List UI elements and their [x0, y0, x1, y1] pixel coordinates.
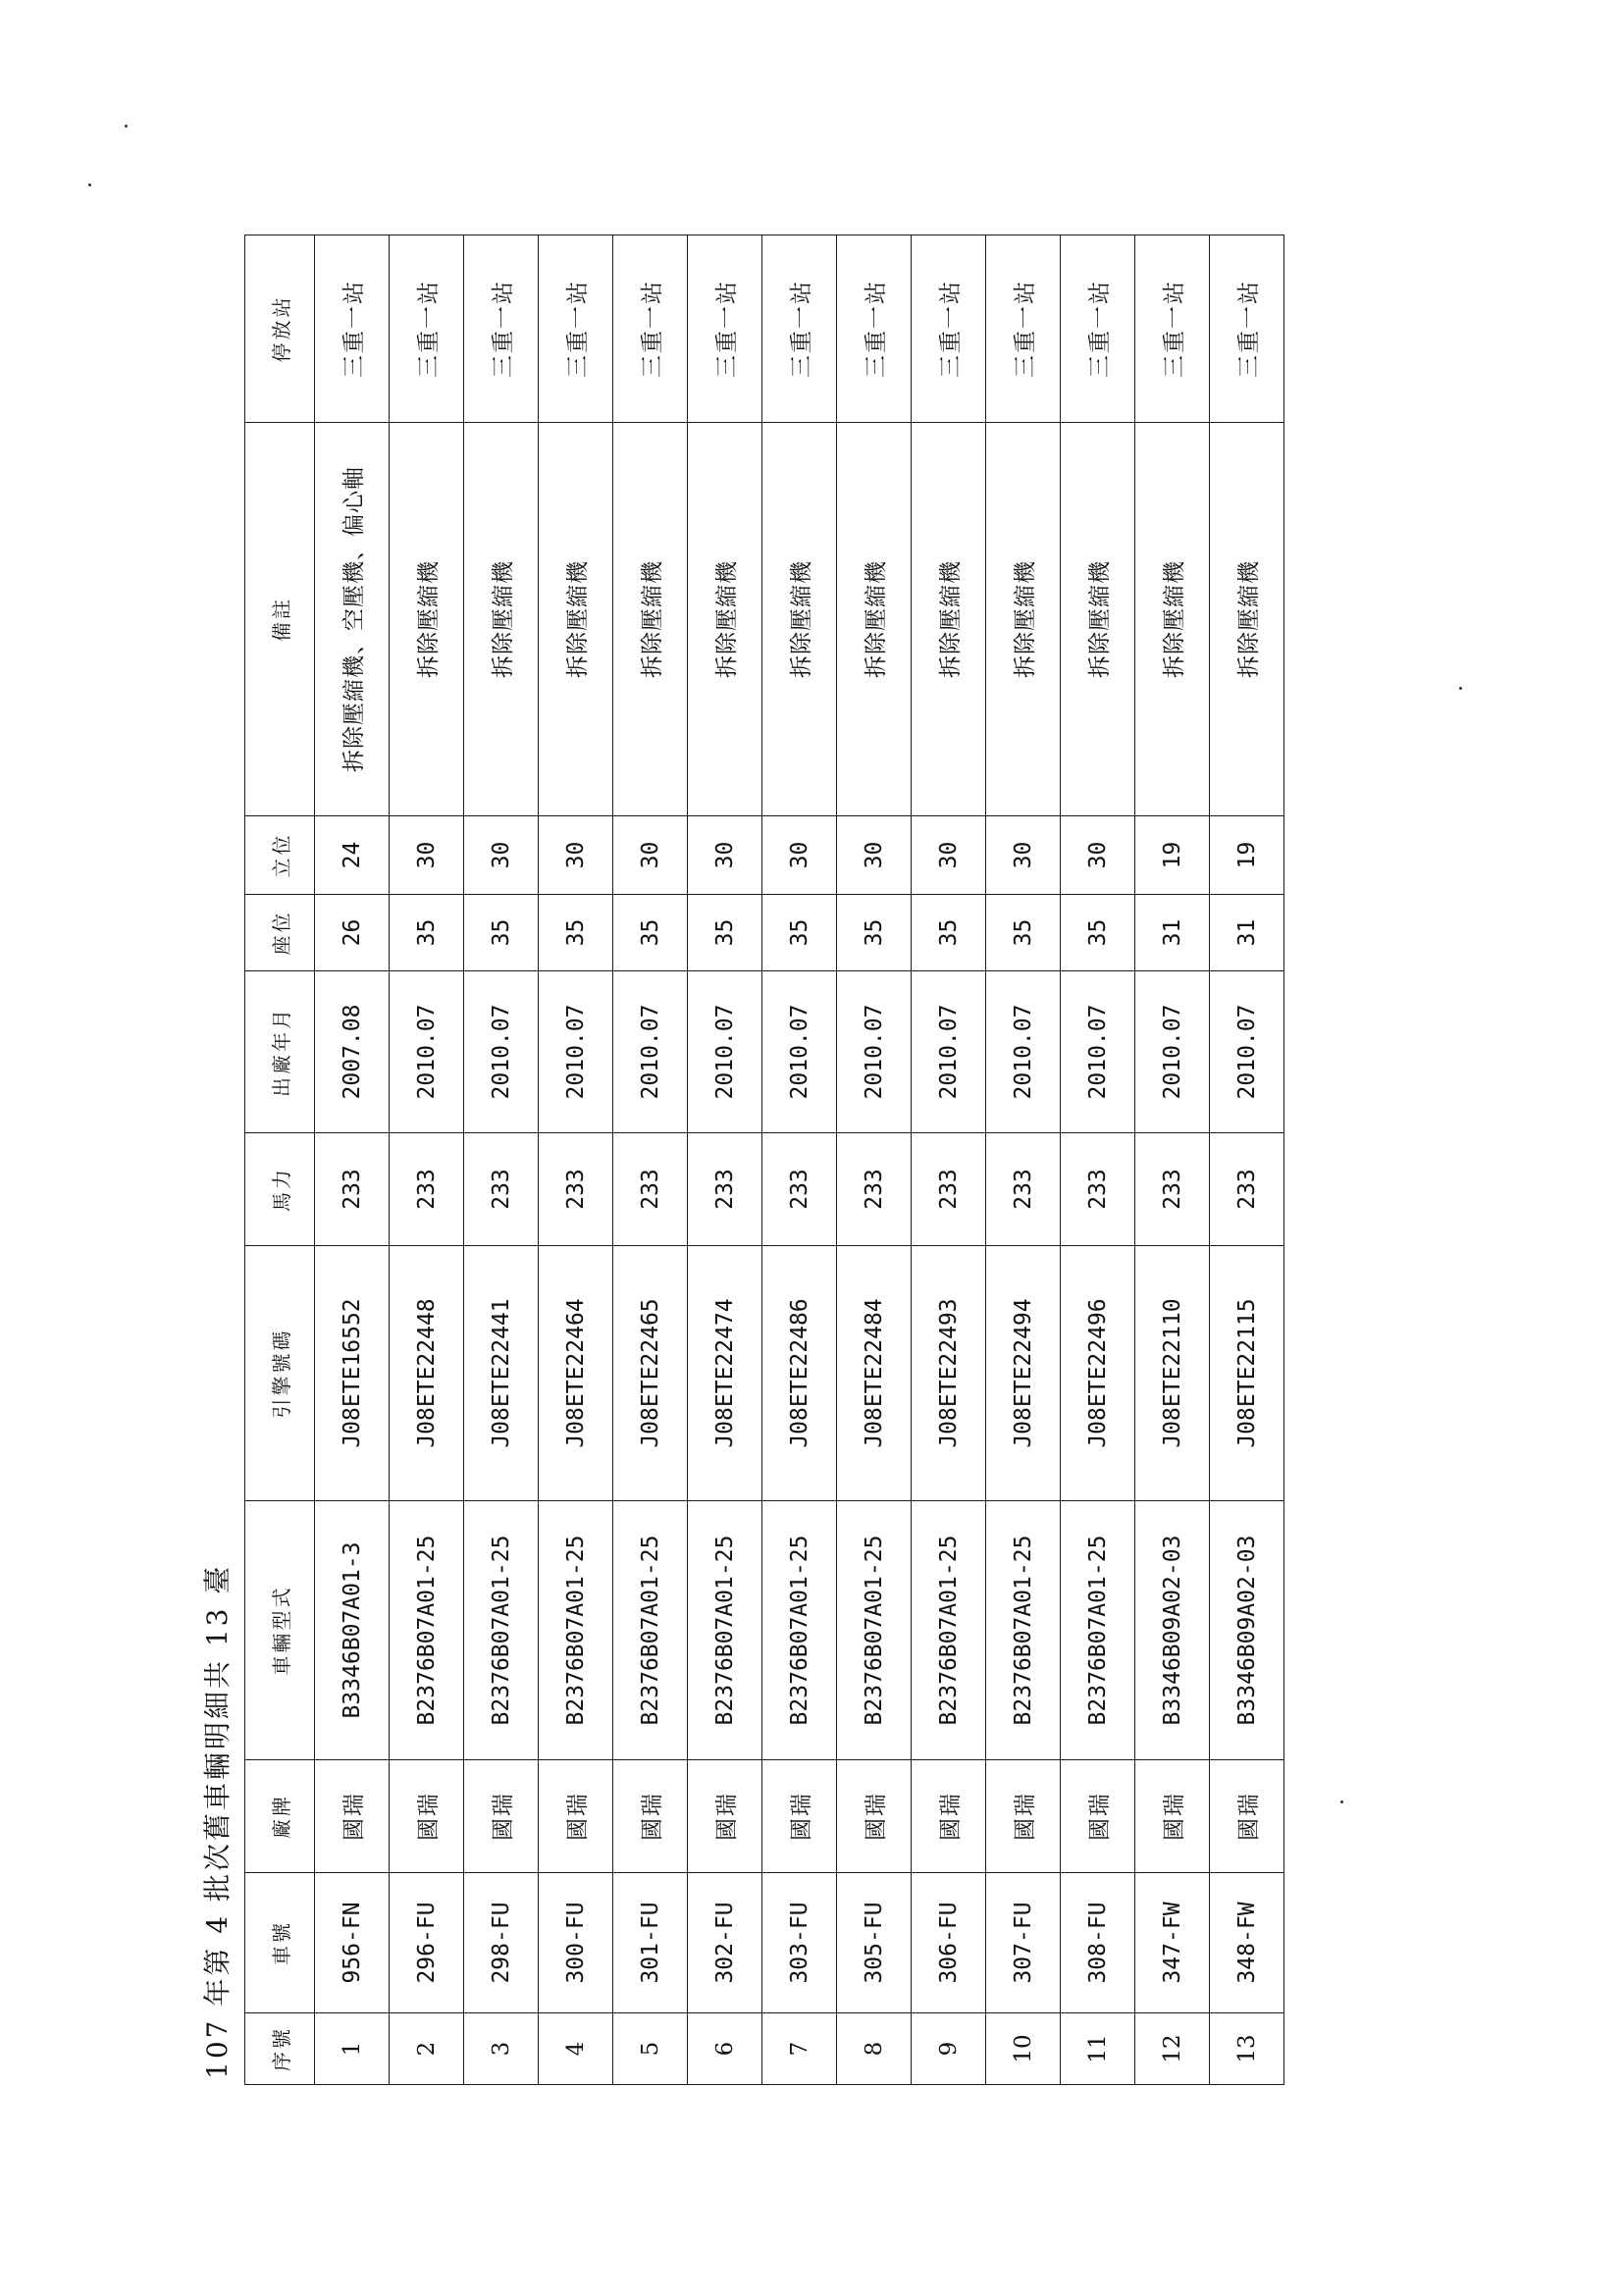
serial-number-cell: 9: [912, 2013, 986, 2085]
serial-number-cell: 12: [1135, 2013, 1210, 2085]
standing-cell: 30: [464, 816, 539, 895]
seats-cell: 35: [390, 895, 464, 971]
seats-cell: 35: [1061, 895, 1135, 971]
brand-cell: 國瑞: [1061, 1760, 1135, 1873]
table-row: [1210, 235, 1284, 2085]
horsepower-cell: 233: [390, 1133, 464, 1246]
brand-cell: 國瑞: [688, 1760, 762, 1873]
engine-number-cell: J08ETE22441: [464, 1246, 539, 1501]
station-cell: 三重一站: [762, 235, 837, 423]
brand-cell: 國瑞: [613, 1760, 688, 1873]
engine-number-cell: J08ETE22464: [539, 1246, 613, 1501]
standing-cell: 30: [986, 816, 1061, 895]
header-cell: 序號: [245, 2013, 315, 2085]
standing-cell: 30: [688, 816, 762, 895]
table-row: [688, 235, 762, 2085]
standing-cell: 30: [1061, 816, 1135, 895]
plate-number-cell: 347-FW: [1135, 1873, 1210, 2013]
brand-cell: 國瑞: [912, 1760, 986, 1873]
table-row: [390, 235, 464, 2085]
standing-cell: 30: [390, 816, 464, 895]
header-cell: 座位: [245, 895, 315, 971]
plate-number-cell: 307-FU: [986, 1873, 1061, 2013]
remark-cell: 拆除壓縮機: [464, 423, 539, 816]
scan-speck: [88, 183, 91, 186]
seats-cell: 35: [837, 895, 912, 971]
station-cell: 三重一站: [986, 235, 1061, 423]
table-row: [613, 235, 688, 2085]
horsepower-cell: 233: [688, 1133, 762, 1246]
vehicle-model-cell: B2376B07A01-25: [688, 1501, 762, 1760]
station-cell: 三重一站: [315, 235, 390, 423]
engine-number-cell: J08ETE22486: [762, 1246, 837, 1501]
brand-cell: 國瑞: [986, 1760, 1061, 1873]
engine-number-cell: J08ETE22465: [613, 1246, 688, 1501]
serial-number-cell: 3: [464, 2013, 539, 2085]
vehicle-model-cell: B2376B07A01-25: [986, 1501, 1061, 1760]
engine-number-cell: J08ETE22474: [688, 1246, 762, 1501]
document-title: 107 年第 4 批次舊車輛明細共 13 臺: [201, 1563, 234, 2079]
vehicle-model-cell: B2376B07A01-25: [613, 1501, 688, 1760]
horsepower-cell: 233: [539, 1133, 613, 1246]
engine-number-cell: J08ETE22493: [912, 1246, 986, 1501]
remark-cell: 拆除壓縮機: [1135, 423, 1210, 816]
scan-speck: [125, 125, 128, 128]
station-cell: 三重一站: [1135, 235, 1210, 423]
scan-speck: [1340, 1800, 1343, 1803]
vehicle-model-cell: B2376B07A01-25: [1061, 1501, 1135, 1760]
table-row: [1061, 235, 1135, 2085]
brand-cell: 國瑞: [464, 1760, 539, 1873]
horsepower-cell: 233: [1135, 1133, 1210, 1246]
manufacture-date-cell: 2010.07: [1210, 971, 1284, 1133]
standing-cell: 30: [912, 816, 986, 895]
vehicle-model-cell: B2376B07A01-25: [912, 1501, 986, 1760]
brand-cell: 國瑞: [390, 1760, 464, 1873]
remark-cell: 拆除壓縮機: [986, 423, 1061, 816]
horsepower-cell: 233: [912, 1133, 986, 1246]
seats-cell: 35: [762, 895, 837, 971]
engine-number-cell: J08ETE22484: [837, 1246, 912, 1501]
vehicle-model-cell: B2376B07A01-25: [390, 1501, 464, 1760]
engine-number-cell: J08ETE22110: [1135, 1246, 1210, 1501]
seats-cell: 31: [1210, 895, 1284, 971]
manufacture-date-cell: 2010.07: [688, 971, 762, 1133]
station-cell: 三重一站: [912, 235, 986, 423]
header-cell: 出廠年月: [245, 971, 315, 1133]
remark-cell: 拆除壓縮機: [912, 423, 986, 816]
plate-number-cell: 300-FU: [539, 1873, 613, 2013]
serial-number-cell: 1: [315, 2013, 390, 2085]
manufacture-date-cell: 2010.07: [390, 971, 464, 1133]
engine-number-cell: J08ETE22496: [1061, 1246, 1135, 1501]
header-cell: 引擎號碼: [245, 1246, 315, 1501]
vehicle-model-cell: B2376B07A01-25: [762, 1501, 837, 1760]
vehicle-model-cell: B2376B07A01-25: [539, 1501, 613, 1760]
vehicle-model-cell: B2376B07A01-25: [464, 1501, 539, 1760]
standing-cell: 19: [1210, 816, 1284, 895]
table-body: [315, 235, 1284, 2085]
standing-cell: 30: [613, 816, 688, 895]
standing-cell: 30: [762, 816, 837, 895]
manufacture-date-cell: 2010.07: [613, 971, 688, 1133]
seats-cell: 31: [1135, 895, 1210, 971]
serial-number-cell: 4: [539, 2013, 613, 2085]
remark-cell: 拆除壓縮機: [1210, 423, 1284, 816]
manufacture-date-cell: 2010.07: [539, 971, 613, 1133]
header-cell: 備註: [245, 423, 315, 816]
table-row: [912, 235, 986, 2085]
engine-number-cell: J08ETE22115: [1210, 1246, 1284, 1501]
engine-number-cell: J08ETE22494: [986, 1246, 1061, 1501]
seats-cell: 35: [464, 895, 539, 971]
serial-number-cell: 6: [688, 2013, 762, 2085]
brand-cell: 國瑞: [315, 1760, 390, 1873]
header-cell: 停放站: [245, 235, 315, 423]
plate-number-cell: 296-FU: [390, 1873, 464, 2013]
vehicle-model-cell: B3346B09A02-03: [1135, 1501, 1210, 1760]
table-row: [539, 235, 613, 2085]
serial-number-cell: 11: [1061, 2013, 1135, 2085]
engine-number-cell: J08ETE16552: [315, 1246, 390, 1501]
plate-number-cell: 303-FU: [762, 1873, 837, 2013]
remark-cell: 拆除壓縮機、空壓機、偏心軸: [315, 423, 390, 816]
header-cell: 馬力: [245, 1133, 315, 1246]
horsepower-cell: 233: [986, 1133, 1061, 1246]
vehicle-model-cell: B2376B07A01-25: [837, 1501, 912, 1760]
scan-speck: [1459, 687, 1462, 690]
plate-number-cell: 301-FU: [613, 1873, 688, 2013]
remark-cell: 拆除壓縮機: [837, 423, 912, 816]
standing-cell: 19: [1135, 816, 1210, 895]
table-row: [315, 235, 390, 2085]
remark-cell: 拆除壓縮機: [613, 423, 688, 816]
manufacture-date-cell: 2007.08: [315, 971, 390, 1133]
serial-number-cell: 7: [762, 2013, 837, 2085]
seats-cell: 26: [315, 895, 390, 971]
header-cell: 車輛型式: [245, 1501, 315, 1760]
manufacture-date-cell: 2010.07: [837, 971, 912, 1133]
header-cell: 廠牌: [245, 1760, 315, 1873]
header-cell: 車號: [245, 1873, 315, 2013]
table-header-row: [245, 235, 315, 2085]
station-cell: 三重一站: [613, 235, 688, 423]
seats-cell: 35: [539, 895, 613, 971]
remark-cell: 拆除壓縮機: [1061, 423, 1135, 816]
horsepower-cell: 233: [315, 1133, 390, 1246]
remark-cell: 拆除壓縮機: [539, 423, 613, 816]
header-cell: 立位: [245, 816, 315, 895]
plate-number-cell: 308-FU: [1061, 1873, 1135, 2013]
remark-cell: 拆除壓縮機: [762, 423, 837, 816]
station-cell: 三重一站: [539, 235, 613, 423]
rotated-document: [191, 235, 1284, 2085]
station-cell: 三重一站: [464, 235, 539, 423]
manufacture-date-cell: 2010.07: [1135, 971, 1210, 1133]
vehicle-model-cell: B3346B07A01-3: [315, 1501, 390, 1760]
serial-number-cell: 5: [613, 2013, 688, 2085]
table-row: [1135, 235, 1210, 2085]
engine-number-cell: J08ETE22448: [390, 1246, 464, 1501]
remark-cell: 拆除壓縮機: [390, 423, 464, 816]
brand-cell: 國瑞: [1135, 1760, 1210, 1873]
horsepower-cell: 233: [1061, 1133, 1135, 1246]
plate-number-cell: 302-FU: [688, 1873, 762, 2013]
plate-number-cell: 956-FN: [315, 1873, 390, 2013]
seats-cell: 35: [986, 895, 1061, 971]
brand-cell: 國瑞: [762, 1760, 837, 1873]
standing-cell: 24: [315, 816, 390, 895]
seats-cell: 35: [912, 895, 986, 971]
horsepower-cell: 233: [613, 1133, 688, 1246]
station-cell: 三重一站: [1061, 235, 1135, 423]
brand-cell: 國瑞: [837, 1760, 912, 1873]
horsepower-cell: 233: [762, 1133, 837, 1246]
station-cell: 三重一站: [688, 235, 762, 423]
serial-number-cell: 13: [1210, 2013, 1284, 2085]
remark-cell: 拆除壓縮機: [688, 423, 762, 816]
horsepower-cell: 233: [464, 1133, 539, 1246]
manufacture-date-cell: 2010.07: [464, 971, 539, 1133]
standing-cell: 30: [539, 816, 613, 895]
table-row: [464, 235, 539, 2085]
standing-cell: 30: [837, 816, 912, 895]
table-row: [986, 235, 1061, 2085]
seats-cell: 35: [688, 895, 762, 971]
brand-cell: 國瑞: [1210, 1760, 1284, 1873]
table-row: [837, 235, 912, 2085]
plate-number-cell: 306-FU: [912, 1873, 986, 2013]
vehicle-table: [244, 235, 1284, 2085]
plate-number-cell: 305-FU: [837, 1873, 912, 2013]
horsepower-cell: 233: [1210, 1133, 1284, 1246]
manufacture-date-cell: 2010.07: [1061, 971, 1135, 1133]
serial-number-cell: 10: [986, 2013, 1061, 2085]
manufacture-date-cell: 2010.07: [762, 971, 837, 1133]
station-cell: 三重一站: [390, 235, 464, 423]
plate-number-cell: 348-FW: [1210, 1873, 1284, 2013]
station-cell: 三重一站: [837, 235, 912, 423]
vehicle-model-cell: B3346B09A02-03: [1210, 1501, 1284, 1760]
plate-number-cell: 298-FU: [464, 1873, 539, 2013]
table-row: [762, 235, 837, 2085]
horsepower-cell: 233: [837, 1133, 912, 1246]
serial-number-cell: 2: [390, 2013, 464, 2085]
seats-cell: 35: [613, 895, 688, 971]
manufacture-date-cell: 2010.07: [912, 971, 986, 1133]
brand-cell: 國瑞: [539, 1760, 613, 1873]
serial-number-cell: 8: [837, 2013, 912, 2085]
station-cell: 三重一站: [1210, 235, 1284, 423]
manufacture-date-cell: 2010.07: [986, 971, 1061, 1133]
